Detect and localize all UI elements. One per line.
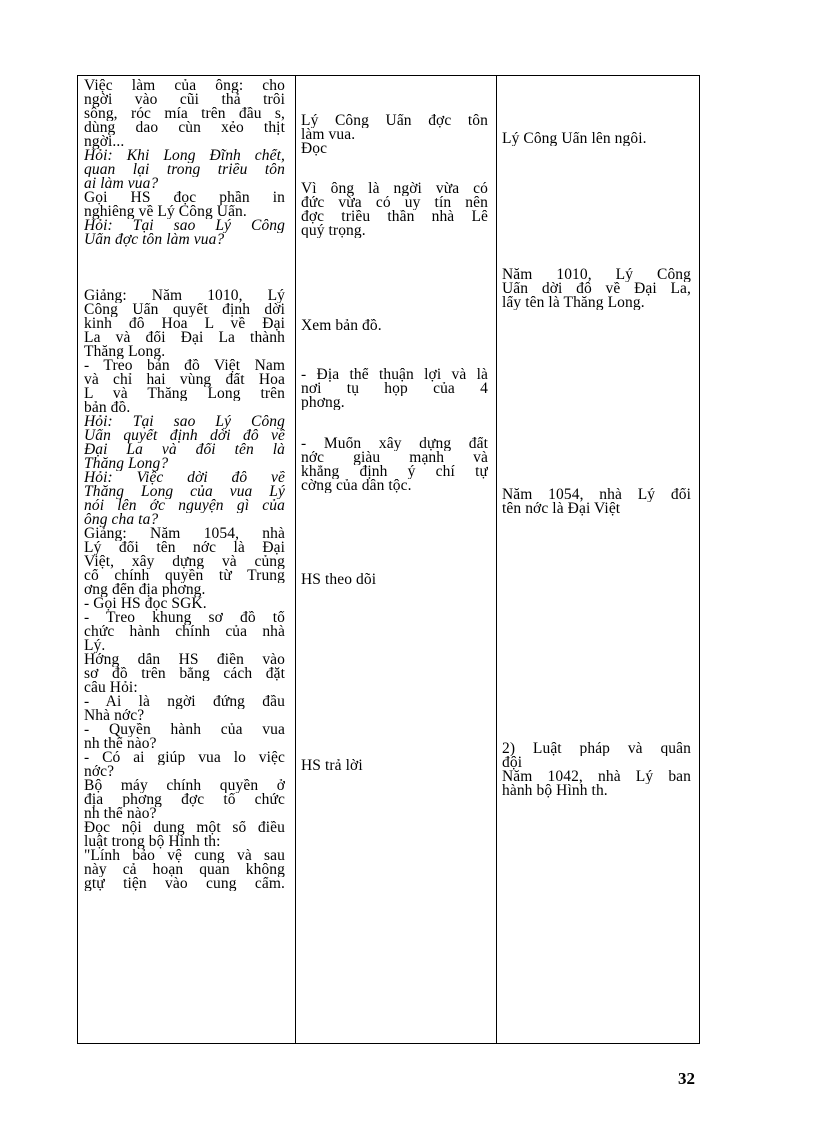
content-text-line: đội [502, 756, 523, 770]
teacher-text-line: Đại La và đổi tên là [84, 443, 285, 457]
student-text-line: Xem bản đồ. [301, 319, 382, 333]
teacher-text-line: Gọi HS đọc phần in [84, 191, 285, 205]
teacher-text-line: ngời vào cũi thả trôi [84, 93, 285, 107]
student-text-line: làm vua. [301, 128, 356, 142]
teacher-text-line: - Ai là ngời đứng đầu [84, 695, 285, 709]
col2-block [301, 319, 488, 333]
student-activity-column [295, 76, 496, 1043]
teacher-text-line: Giảng: Năm 1054, nhà [84, 527, 285, 541]
teacher-text-line: quan lại trong triều tôn [84, 163, 285, 177]
teacher-text-line: câu Hỏi: [84, 681, 138, 695]
student-text-line: Đọc [301, 142, 328, 156]
col2-block [301, 114, 488, 156]
teacher-text-line: Bộ máy chính quyền ở [84, 779, 285, 793]
teacher-text-line: luật trong bộ Hình th: [84, 835, 221, 849]
content-text-line: lấy tên là Thăng Long. [502, 296, 645, 310]
teacher-text-line: La và đổi Đại La thành [84, 331, 285, 345]
student-text-line: HS trả lời [301, 759, 363, 773]
teacher-text-line: - Có ai giúp vua lo việc [84, 751, 285, 765]
teacher-text-line: gtự tiện vào cung cấm. [84, 877, 285, 891]
teacher-text-line: cố chính quyền từ Trung [84, 569, 285, 583]
teacher-text-line: sông, róc mía trên đầu s, [84, 107, 285, 121]
teacher-text-line: Công Uẩn quyết định dời [84, 303, 285, 317]
teacher-text-line: ơng đến địa phơng. [84, 583, 206, 597]
teacher-text-line: dùng dao cùn xẻo thịt [84, 121, 285, 135]
teacher-text-line: Thăng Long? [84, 457, 169, 471]
teacher-text-line: nh thế nào? [84, 737, 157, 751]
teacher-text-line: nghiêng về Lý Công Uẩn. [84, 205, 247, 219]
teacher-text-line: ngời... [84, 135, 125, 149]
teacher-text-line: - Treo khung sơ đồ tổ [84, 611, 285, 625]
teacher-text-line: "Lính bảo vệ cung và sau [84, 849, 285, 863]
student-text-line: - Địa thế thuận lợi và là [301, 368, 488, 382]
teacher-text-line [84, 261, 285, 275]
teacher-text-line: - Quyền hành của vua [84, 723, 285, 737]
teacher-text-line: Hỏi: Tại sao Lý Công [84, 219, 285, 233]
student-text-line: khẳng định ý chí tự [301, 465, 488, 479]
teacher-text-line: Uẩn quyết định dời đô về [84, 429, 285, 443]
col2-block [301, 759, 488, 773]
teacher-text-line: ông cha ta? [84, 513, 159, 527]
teacher-text-line: Giảng: Năm 1010, Lý [84, 289, 285, 303]
teacher-text-line: - Gọi HS đọc SGK. [84, 597, 207, 611]
content-column [496, 76, 699, 1043]
teacher-text-line [84, 275, 285, 289]
teacher-text-line: sơ đồ trên bằng cách đặt [84, 667, 285, 681]
teacher-activity-column [78, 76, 295, 1043]
student-text-line: - Muốn xây dựng đất [301, 437, 488, 451]
col3-block [502, 488, 691, 516]
content-text-line: tên nớc là Đại Việt [502, 502, 621, 516]
student-text-line: cờng của dân tộc. [301, 479, 412, 493]
teacher-text-line: - Treo bản đồ Việt Nam [84, 359, 285, 373]
teacher-text-line: Thăng Long. [84, 345, 166, 359]
teacher-text-line: chức hành chính của nhà [84, 625, 285, 639]
col2-block [301, 368, 488, 410]
teacher-text-line: nói lên ớc nguyện gì của [84, 499, 285, 513]
teacher-text-line: Hỏi: Tại sao Lý Công [84, 415, 285, 429]
teacher-text-line: Hỏi: Việc dời đô về [84, 471, 285, 485]
content-text-line: Năm 1054, nhà Lý đổi [502, 488, 691, 502]
student-text-line: Lý Công Uẩn đợc tôn [301, 114, 488, 128]
content-text-line: hành bộ Hình th. [502, 784, 608, 798]
teacher-text-line: kinh đô Hoa L về Đại [84, 317, 285, 331]
teacher-text-line: Uẩn đợc tôn làm vua? [84, 233, 225, 247]
content-text-line: Uẩn dời đô về Đại La, [502, 282, 691, 296]
col2-block [301, 437, 488, 493]
teacher-text-line: Hớng dẫn HS điền vào [84, 653, 285, 667]
teacher-text-line: này cả hoạn quan không [84, 863, 285, 877]
student-text-line: Vì ông là ngời vừa có [301, 182, 488, 196]
student-text-line: nơi tụ họp của 4 [301, 382, 488, 396]
teacher-text-line [84, 247, 285, 261]
col2-block [301, 182, 488, 238]
teacher-text-line: Hỏi: Khi Long Đĩnh chết, [84, 149, 285, 163]
teacher-text-line: L và Thăng Long trên [84, 387, 285, 401]
col2-block [301, 573, 488, 587]
content-text-line: Lý Công Uẩn lên ngôi. [502, 132, 647, 146]
student-text-line: HS theo dõi [301, 573, 377, 587]
teacher-text-line: Việc làm của ông: cho [84, 79, 285, 93]
teacher-text-line: Thăng Long của vua Lý [84, 485, 285, 499]
student-text-line: nớc giàu mạnh và [301, 451, 488, 465]
student-text-line: đợc triều thần nhà Lê [301, 210, 488, 224]
teacher-text-line: địa phơng đợc tổ chức [84, 793, 285, 807]
teacher-text-line: ai làm vua? [84, 177, 159, 191]
student-text-line: phơng. [301, 396, 345, 410]
teacher-text-line: Lý đổi tên nớc là Đại [84, 541, 285, 555]
col3-block [502, 268, 691, 310]
student-text-line: đức vừa có uy tín nên [301, 196, 488, 210]
teacher-text-line: Lý. [84, 639, 106, 653]
content-text-line: Năm 1010, Lý Công [502, 268, 691, 282]
teacher-text-line: và chỉ hai vùng đất Hoa [84, 373, 285, 387]
student-text-line: quý trọng. [301, 224, 366, 238]
content-text-line: Năm 1042, nhà Lý ban [502, 770, 691, 784]
teacher-text-line: nh thế nào? [84, 807, 157, 821]
teacher-text-line: Đọc nội dung một số điều [84, 821, 285, 835]
teacher-text-line: Nhà nớc? [84, 709, 145, 723]
col3-block [502, 132, 691, 146]
teacher-text-line: Việt, xây dựng và củng [84, 555, 285, 569]
lesson-table [77, 75, 700, 1044]
teacher-text-line: bản đồ. [84, 401, 131, 415]
col3-block [502, 742, 691, 798]
content-text-line: 2) Luật pháp và quân [502, 742, 691, 756]
teacher-text-line: nớc? [84, 765, 115, 779]
page-number: 32 [678, 1069, 695, 1088]
